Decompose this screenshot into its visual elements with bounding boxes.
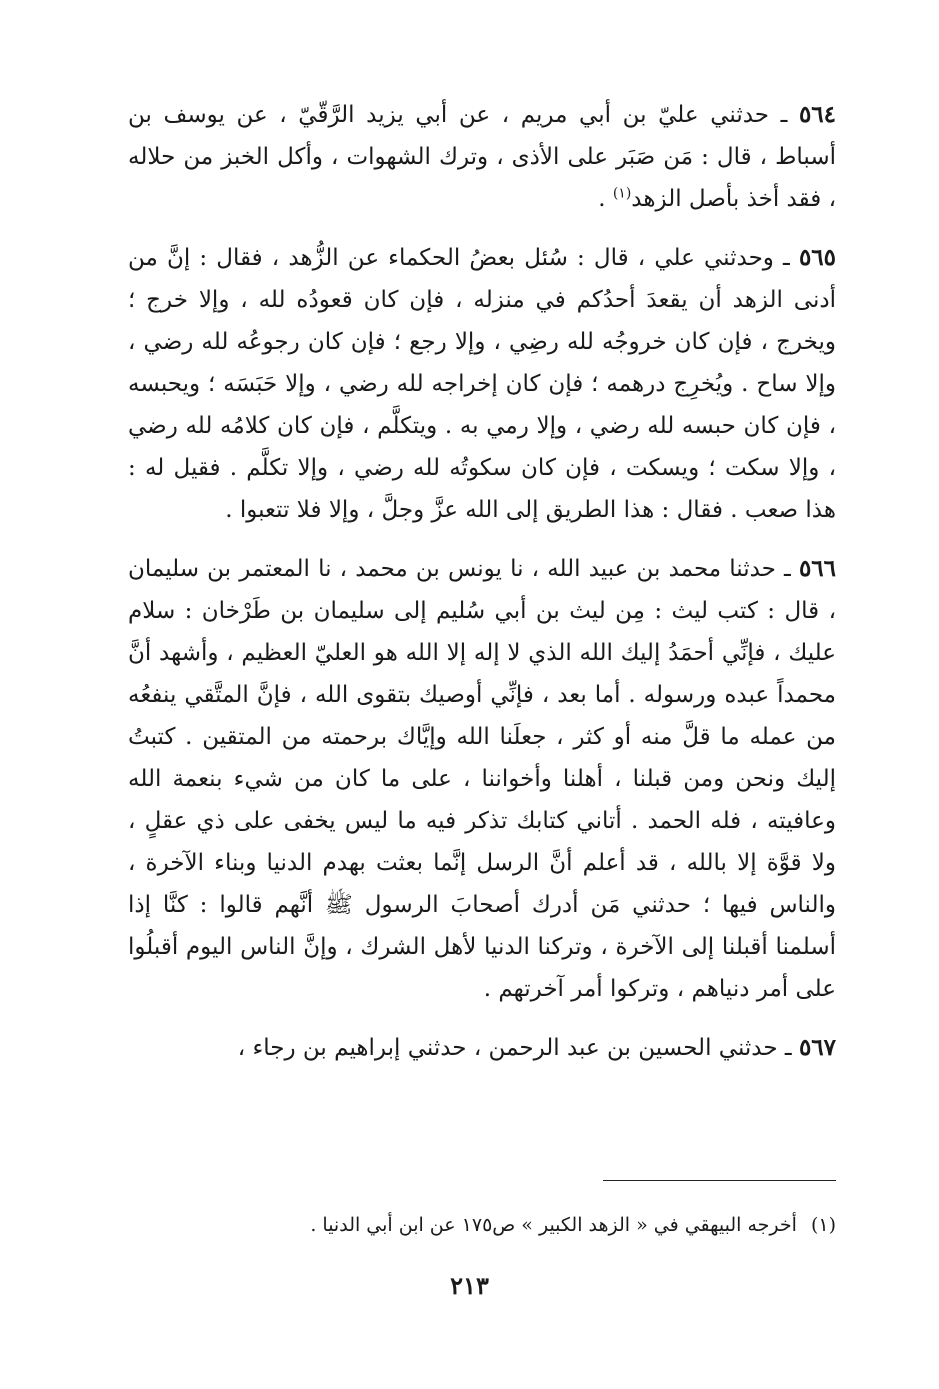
paragraph-564: [128, 94, 836, 220]
paragraph-number: ٥٦٤: [798, 101, 836, 128]
paragraph-567: [128, 1027, 836, 1069]
footnote-mark: (١): [810, 1214, 836, 1236]
footnote-separator: [603, 1180, 836, 1181]
page-number: ٢١٣: [450, 1271, 489, 1300]
paragraph-text: ـ حدثني الحسين بن عبد الرحمن ، حدثني إبراهيم بن رجاء ،: [237, 1035, 799, 1061]
main-text: [128, 94, 836, 1086]
paragraph-text: ـ حدثني عليّ بن أبي مريم ، عن أبي يزيد الرَّقّيّ ، عن يوسف بن أسباط ، قال : مَن صَبَر على الأذى ، وترك الشهوات ، وأكل الخبز من حلاله ، فقد أخذ بأصل الزهد: [128, 102, 836, 212]
paragraph-tail: .: [598, 186, 613, 212]
paragraph-number: ٥٦٧: [798, 1034, 836, 1061]
paragraph-text: ـ حدثنا محمد بن عبيد الله ، نا يونس بن محمد ، نا المعتمر بن سليمان ، قال : كتب ليث : مِن ليث بن أبي سُليم إلى سليمان بن طَرْخان : سلام عليك ، فإنِّي أحمَدُ إليك الله الذي لا إله إلا الله هو العليّ العظيم ، وأشهد أنَّ محمداً عبده ورسوله . أما بعد ، فإنِّي أوصيك بتقوى الله ، فإنَّ المتَّقي ينفعُه من عمله ما قلَّ منه أو كثر ، جعلَنا الله وإيَّاك برحمته من المتقين . كتبتُ إليك ونحن ومن قبلنا ، أهلنا وأخواننا ، على ما كان من شيء بنعمة الله وعافيته ، فله الحمد . أتاني كتابك تذكر فيه ما ليس يخفى على ذي عقلٍ ، ولا قوَّة إلا بالله ، قد أعلم أنَّ الرسل إنَّما بعثت بهدم الدنيا وبناء الآخرة ، والناس فيها ؛ حدثني مَن أدرك أصحابَ الرسول ﷺ أنَّهم قالوا : كنَّا إذا أسلمنا أقبلنا إلى الآخرة ، وتركنا الدنيا لأهل الشرك ، وإنَّ الناس اليوم أقبلُوا على أمر دنياهم ، وتركوا أمر آخرتهم .: [128, 556, 836, 1002]
paragraph-number: ٥٦٦: [798, 555, 836, 582]
paragraph-565: [128, 237, 836, 531]
footnote: [128, 1209, 836, 1241]
footnote-reference: (١): [612, 185, 632, 202]
footnote-text: أخرجه البيهقي في « الزهد الكبير » ص١٧٥ عن ابن أبي الدنيا .: [310, 1214, 797, 1236]
paragraph-text: ـ وحدثني علي ، قال : سُئل بعضُ الحكماء عن الزُّهد ، فقال : إنَّ من أدنى الزهد أن يقعدَ أحدُكم في منزله ، فإن كان قعودُه لله ، وإلا خرج ؛ ويخرج ، فإن كان خروجُه لله رضِي ، وإلا رجع ؛ فإن كان رجوعُه لله رضي ، وإلا ساح . ويُخرِج درهمه ؛ فإن كان إخراجه لله رضي ، وإلا حَبَسَه ؛ ويحبسه ، فإن كان حبسه لله رضي ، وإلا رمي به . ويتكلَّم ، فإن كان كلامُه لله رضي ، وإلا سكت ؛ ويسكت ، فإن كان سكوتُه لله رضي ، وإلا تكلَّم . فقيل له : هذا صعب . فقال : هذا الطريق إلى الله عزَّ وجلَّ ، وإلا فلا تتعبوا .: [128, 245, 837, 523]
paragraph-number: ٥٦٥: [798, 244, 836, 271]
paragraph-566: [128, 548, 836, 1010]
